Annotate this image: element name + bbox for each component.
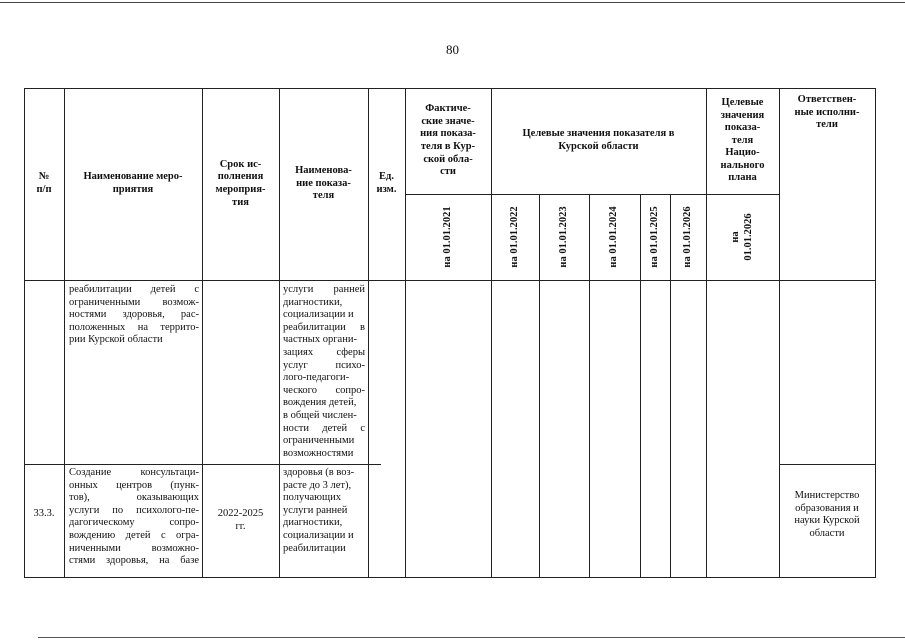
date-target-2026: на 01.01.2026 (682, 206, 693, 268)
col-line-8 (589, 194, 590, 578)
text-line: здоровья (в воз- (283, 467, 355, 478)
text-line: ниченными возможно- (69, 542, 199, 554)
text-line: реабилитации (283, 542, 346, 554)
text-line: ограниченными (283, 435, 355, 447)
text-line: ностями здоровья, рас- (69, 309, 199, 321)
text-line: реабилитации в (283, 321, 365, 333)
table-border-bottom (24, 577, 876, 578)
measures-table (24, 88, 876, 578)
text-line: частных органи- (283, 334, 357, 346)
text-line: расте до 3 лет), (283, 479, 352, 491)
page-edge-top (0, 2, 905, 3)
row2-indicator-name (283, 467, 365, 555)
row1-event-name (69, 284, 199, 347)
header-event-name: Наименование меро- приятия (83, 171, 183, 195)
row-divider-right (779, 464, 876, 465)
date-national-2026-line2: 01.01.2026 (743, 213, 754, 261)
text-line: тов), оказывающих (69, 492, 199, 504)
text-line: лого-педагоги- (283, 372, 350, 384)
text-line: услуги по психолого-пе- (69, 504, 199, 516)
header-target-national: Целевые значения показа- теля Нацио- нального плана (720, 96, 765, 184)
page-number: 80 (446, 42, 459, 57)
text-line: получающих (283, 492, 341, 504)
text-line: дагогическому сопро- (69, 517, 199, 529)
text-line: социализации и (283, 309, 354, 321)
text-line: реабилитации детей с (69, 284, 199, 295)
text-line: социализации и (283, 529, 354, 541)
text-line: Создание консультаци- (69, 467, 199, 478)
date-target-2024: на 01.01.2024 (608, 206, 619, 268)
row2-term: 2022-2025 гг. (217, 508, 264, 532)
col-line-10 (670, 194, 671, 578)
row1-indicator-name (283, 284, 365, 460)
col-line-7 (539, 194, 540, 578)
date-target-2023: на 01.01.2023 (558, 206, 569, 268)
text-line: в общей числен- (283, 409, 357, 421)
text-line: стями здоровья, на базе (69, 555, 199, 567)
row2-responsible: Министерство образования и науки Курской области (794, 490, 860, 539)
text-line: положенных на террито- (69, 321, 199, 333)
text-line: диагностики, (283, 517, 343, 529)
header-actual-values: Фактиче- ские значе- ния показа- теля в Кур- ской обла- сти (420, 103, 476, 178)
header-num: № п/п (36, 171, 52, 195)
text-line: ограниченными возмож- (69, 296, 199, 308)
header-target-region: Целевые значения показателя в Курской области (522, 128, 675, 152)
text-line: ности детей с (283, 422, 365, 434)
header-indicator-name: Наименова- ние показа- теля (295, 165, 352, 202)
header-responsible: Ответствен- ные исполни- тели (794, 94, 860, 131)
text-line: онных центров (пунк- (69, 479, 199, 491)
date-target-2022: на 01.01.2022 (509, 206, 520, 268)
date-actual-2021: на 01.01.2021 (442, 206, 453, 268)
col-line-9 (640, 194, 641, 578)
text-line: вождения детей, (283, 397, 357, 409)
header-subrow-line (405, 194, 779, 195)
text-line: зациях сферы (283, 346, 365, 358)
text-line: вождению детей с огра- (69, 529, 199, 541)
text-line: ческого сопро- (283, 384, 365, 396)
text-line: диагностики, (283, 296, 343, 308)
header-unit: Ед. изм. (376, 171, 397, 195)
page-edge-bottom (38, 637, 905, 638)
text-line: рии Курской области (69, 334, 163, 346)
row2-num: 33.3. (33, 508, 55, 519)
text-line: услуг психо- (283, 359, 365, 371)
text-line: услуги ранней (283, 504, 348, 516)
header-term: Срок ис- полнения мероприя- тия (215, 158, 266, 208)
text-line: услуги ранней (283, 284, 365, 295)
row2-event-name (69, 467, 199, 568)
date-target-2025: на 01.01.2025 (649, 206, 660, 268)
date-national-2026-line1: на (730, 231, 741, 243)
text-line: возможностями (283, 447, 354, 459)
header-bottom-line (24, 280, 876, 281)
col-line-13 (875, 88, 876, 578)
